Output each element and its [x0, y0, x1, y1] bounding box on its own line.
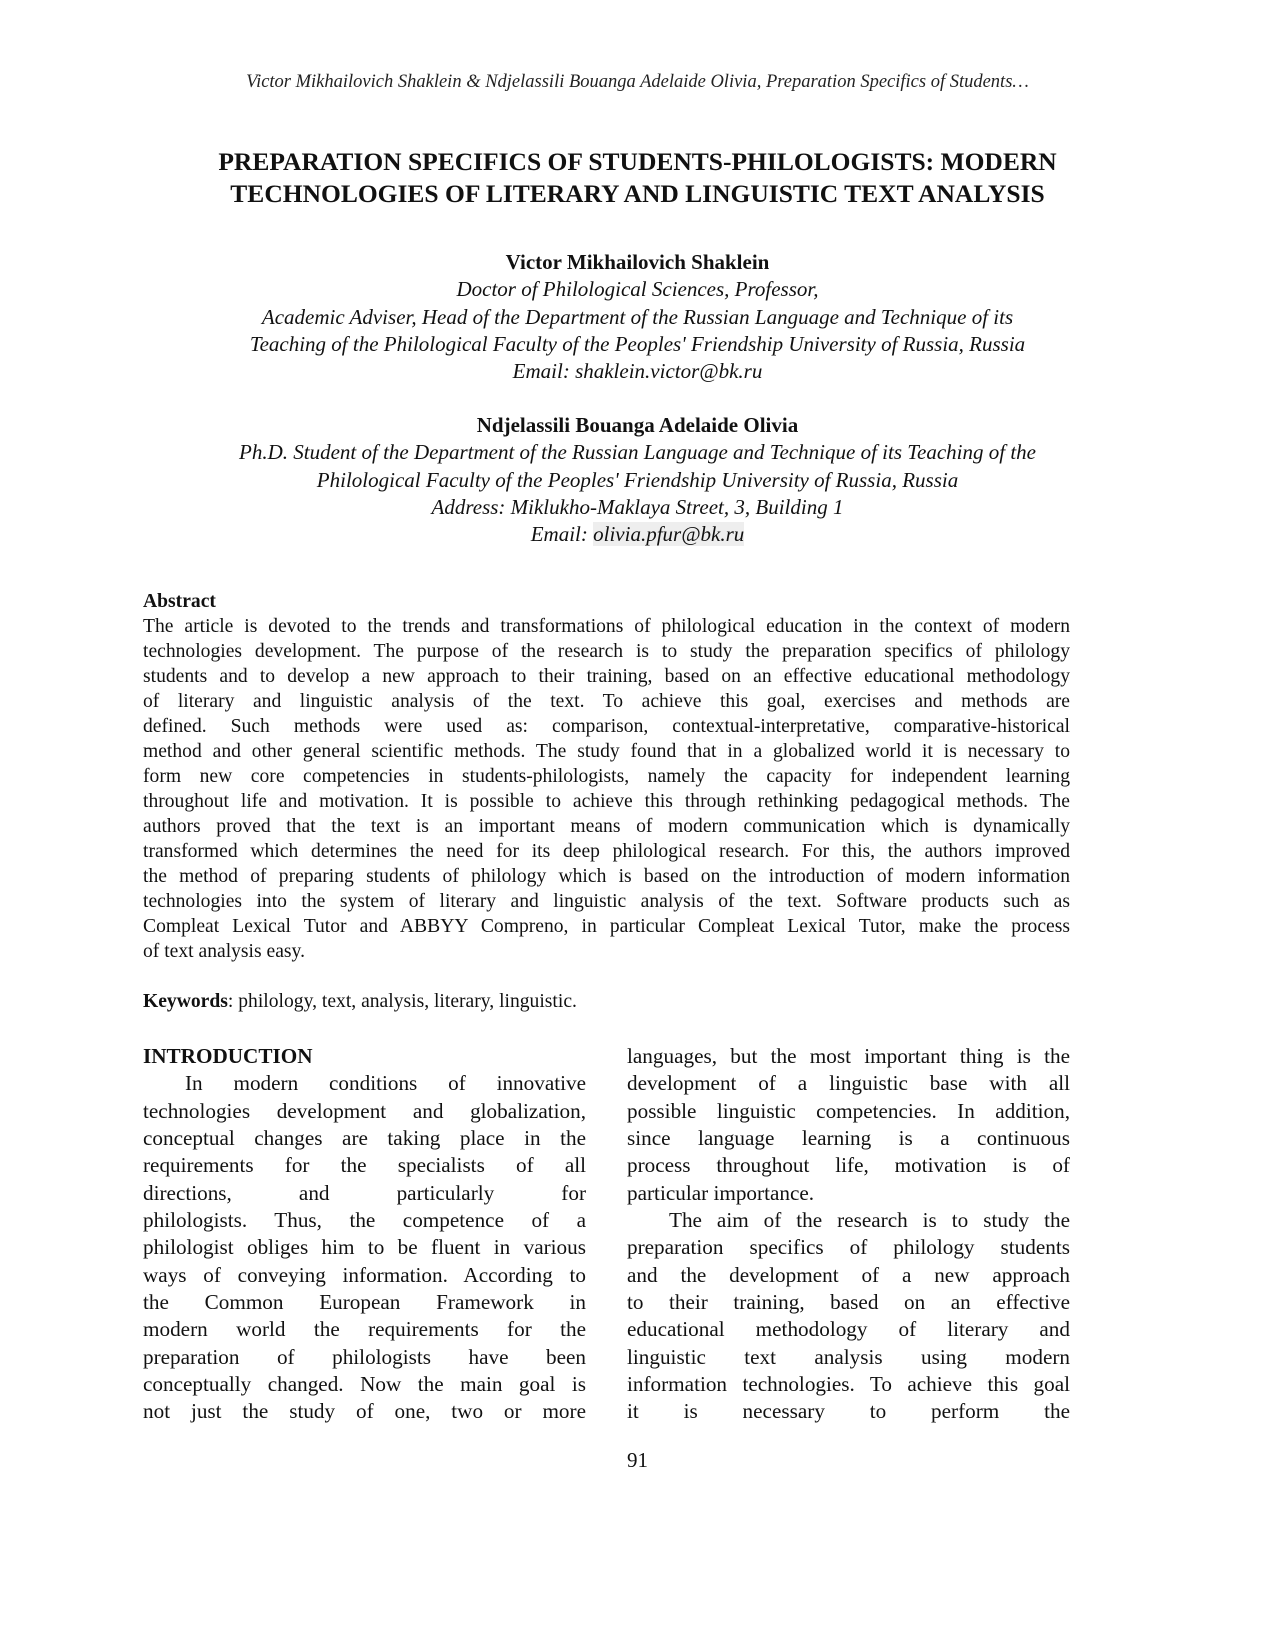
section-heading-introduction: INTRODUCTION	[143, 1044, 313, 1068]
text-line: not just the study of one, two or more	[143, 1399, 586, 1424]
text-line: Compleat Lexical Tutor and ABBYY Compreno, in particular Compleat Lexical Tutor, make the process	[143, 916, 1070, 937]
text-line: of text analysis easy.	[143, 941, 305, 962]
keywords	[143, 991, 577, 1013]
text-line: educational methodology of literary and	[627, 1317, 1070, 1342]
author-name: Ndjelassili Bouanga Adelaide Olivia	[476, 413, 799, 437]
text-line: In modern conditions of innovative	[185, 1071, 586, 1096]
text-line: preparation of philologists have been	[143, 1344, 586, 1369]
keywords-text: : philology, text, analysis, literary, linguistic.	[227, 991, 577, 1012]
text-line: information technologies. To achieve this goal	[627, 1372, 1070, 1397]
email-label: Email:	[512, 359, 576, 384]
text-line: it is necessary to perform the	[627, 1399, 1070, 1424]
author-name: Victor Mikhailovich Shaklein	[505, 250, 770, 274]
author-address: Address: Miklukho-Maklaya Street, 3, Building 1	[431, 494, 844, 519]
text-line: of literary and linguistic analysis of the text. To achieve this goal, exercises and methods are	[143, 691, 1070, 712]
text-line: transformed which determines the need for its deep philological research. For this, the authors improved	[143, 841, 1070, 862]
text-line: students and to develop a new approach to their training, based on an effective educational methodology	[143, 666, 1070, 687]
author-affiliation: Philological Faculty of the Peoples' Friendship University of Russia, Russia	[316, 467, 959, 492]
text-line: and the development of a new approach	[627, 1262, 1070, 1287]
author-email[interactable]: shaklein.victor@bk.ru	[575, 359, 763, 384]
column-left	[143, 1043, 586, 1426]
text-line: philologist obliges him to be fluent in various	[143, 1235, 586, 1260]
text-line: throughout life and motivation. It is possible to achieve this through rethinking pedagogical methods. The	[143, 791, 1070, 812]
title-line: PREPARATION SPECIFICS OF STUDENTS-PHILOLOGISTS: MODERN	[218, 147, 1057, 176]
text-line: the Common European Framework in	[143, 1290, 586, 1315]
text-line: linguistic text analysis using modern	[627, 1344, 1070, 1369]
text-line: preparation specifics of philology students	[627, 1235, 1070, 1260]
author-email-line	[100, 358, 1175, 385]
text-line: to their training, based on an effective	[627, 1290, 1070, 1315]
text-line: the method of preparing students of philology which is based on the introduction of modern information	[143, 866, 1070, 887]
email-label: Email:	[530, 522, 594, 547]
text-line: conceptual changes are taking place in the	[143, 1126, 586, 1151]
page-number: 91	[627, 1448, 648, 1472]
text-line: technologies development and globalization,	[143, 1098, 586, 1123]
paper-title	[100, 146, 1175, 210]
running-head: Victor Mikhailovich Shaklein & Ndjelassili Bouanga Adelaide Olivia, Preparation Specifics of Students…	[246, 72, 1029, 92]
text-line: particular importance.	[627, 1180, 815, 1205]
author-affiliation: Teaching of the Philological Faculty of the Peoples' Friendship University of Russia, Russia	[249, 331, 1026, 356]
text-line: development of a linguistic base with all	[627, 1071, 1070, 1096]
author-affiliation: Academic Adviser, Head of the Department of the Russian Language and Technique of its	[261, 304, 1014, 329]
abstract	[143, 589, 1070, 964]
abstract-heading: Abstract	[143, 591, 216, 612]
text-line: The aim of the research is to study the	[669, 1208, 1070, 1233]
author-email-line	[100, 521, 1175, 548]
author-email[interactable]: olivia.pfur@bk.ru	[593, 522, 745, 547]
text-line: defined. Such methods were used as: comparison, contextual-interpretative, comparative-historical	[143, 716, 1070, 737]
text-line: possible linguistic competencies. In addition,	[627, 1098, 1070, 1123]
text-line: conceptually changed. Now the main goal is	[143, 1372, 586, 1397]
text-line: languages, but the most important thing is the	[627, 1044, 1070, 1068]
column-right	[627, 1043, 1070, 1426]
author-block-2	[100, 412, 1175, 548]
text-line: philologists. Thus, the competence of a	[143, 1208, 586, 1233]
title-line: TECHNOLOGIES OF LITERARY AND LINGUISTIC TEXT ANALYSIS	[230, 179, 1045, 208]
text-line: method and other general scientific methods. The study found that in a globalized world it is necessary to	[143, 741, 1070, 762]
keywords-label: Keywords	[143, 991, 228, 1012]
text-line: since language learning is a continuous	[627, 1126, 1070, 1151]
text-line: technologies into the system of literary and linguistic analysis of the text. Software products such as	[143, 891, 1070, 912]
author-affiliation: Ph.D. Student of the Department of the Russian Language and Technique of its Teaching of the	[239, 440, 1036, 465]
text-line: The article is devoted to the trends and transformations of philological education in the context of modern	[143, 616, 1070, 637]
text-line: authors proved that the text is an important means of modern communication which is dynamically	[143, 816, 1070, 837]
text-line: technologies development. The purpose of the research is to study the preparation specifics of philology	[143, 641, 1070, 662]
text-line: requirements for the specialists of all	[143, 1153, 586, 1178]
author-affiliation: Doctor of Philological Sciences, Professor,	[456, 277, 819, 302]
text-line: ways of conveying information. According to	[143, 1262, 586, 1287]
text-line: directions, and particularly for	[143, 1180, 586, 1205]
text-line: form new core competencies in students-philologists, namely the capacity for independent learning	[143, 766, 1070, 787]
text-line: modern world the requirements for the	[143, 1317, 586, 1342]
text-line: process throughout life, motivation is of	[627, 1153, 1070, 1178]
author-block-1	[100, 249, 1175, 385]
